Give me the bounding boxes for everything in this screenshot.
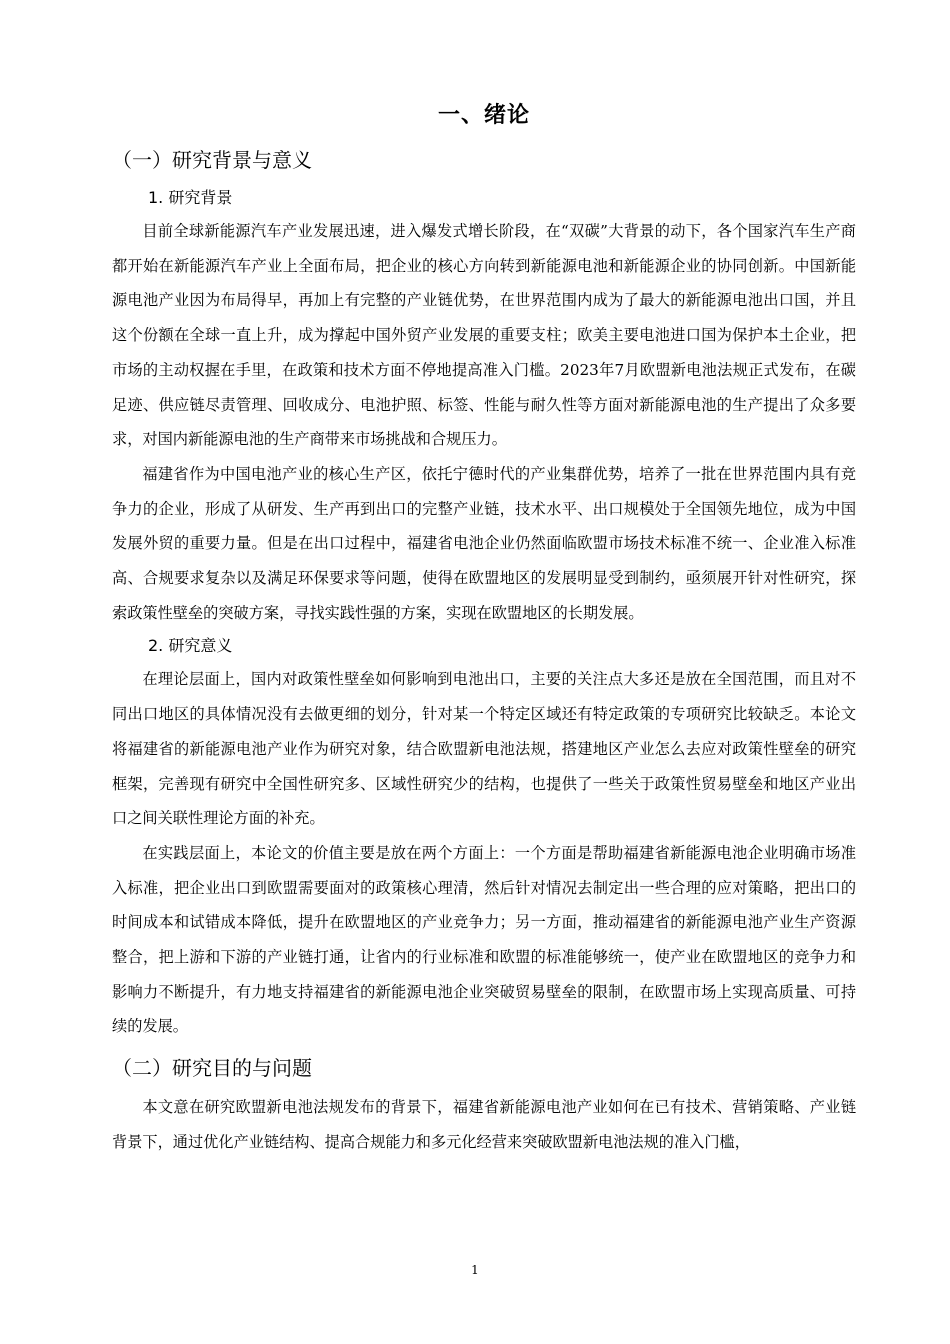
page-content [112,96,856,1160]
subsection-heading-research-significance: 2. 研究意义 [148,636,233,656]
paragraph: 福建省作为中国电池产业的核心生产区，依托宁德时代的产业集群优势，培养了一批在世界范围内具有竞争力的企业，形成了从研发、生产再到出口的完整产业链，技术水平、出口规模处于全国领先地位，成为中国发展外贸的重要力量。但是在出口过程中，福建省电池企业仍然面临欧盟市场技术标准不统一、企业准入标准高、合规要求复杂以及满足环保要求等问题，使得在欧盟地区的发展明显受到制约，亟须展开针对性研究，探索政策性壁垒的突破方案，寻找实践性强的方案，实现在欧盟地区的长期发展。 [112,464,856,622]
paragraph: 在实践层面上，本论文的价值主要是放在两个方面上：一个方面是帮助福建省新能源电池企业明确市场准入标准，把企业出口到欧盟需要面对的政策核心理清，然后针对情况去制定出一些合理的应对策略，把出口的时间成本和试错成本降低，提升在欧盟地区的产业竞争力；另一方面，推动福建省的新能源电池产业生产资源整合，把上游和下游的产业链打通，让省内的行业标准和欧盟的标准能够统一，使产业在欧盟地区的竞争力和影响力不断提升，有力地支持福建省的新能源电池企业突破贸易壁垒的限制，在欧盟市场上实现高质量、可持续的发展。 [112,843,856,1036]
paragraph: 目前全球新能源汽车产业发展迅速，进入爆发式增长阶段，在“双碳”大背景的动下，各个国家汽车生产商都开始在新能源汽车产业上全面布局，把企业的核心方向转到新能源电池和新能源企业的协同创新。中国新能源电池产业因为布局得早，再加上有完整的产业链优势，在世界范围内成为了最大的新能源电池出口国，并且这个份额在全球一直上升，成为撑起中国外贸产业发展的重要支柱；欧美主要电池进口国为保护本土企业，把市场的主动权握在手里，在政策和技术方面不停地提高准入门槛。2023年7月欧盟新电池法规正式发布，在碳足迹、供应链尽责管理、回收成分、电池护照、标签、性能与耐久性等方面对新能源电池的生产提出了众多要求，对国内新能源电池的生产商带来市场挑战和合规压力。 [112,222,856,449]
page-number: 1 [471,1263,479,1277]
paragraph: 在理论层面上，国内对政策性壁垒如何影响到电池出口，主要的关注点大多还是放在全国范围，而且对不同出口地区的具体情况没有去做更细的划分，针对某一个特定区域还有特定政策的专项研究比较缺乏。本论文将福建省的新能源电池产业作为研究对象，结合欧盟新电池法规，搭建地区产业怎么去应对政策性壁垒的研究框架，完善现有研究中全国性研究多、区域性研究少的结构，也提供了一些关于政策性贸易壁垒和地区产业出口之间关联性理论方面的补充。 [112,670,856,828]
paragraph: 本文意在研究欧盟新电池法规发布的背景下，福建省新能源电池产业如何在已有技术、营销策略、产业链背景下，通过优化产业链结构、提高合规能力和多元化经营来突破欧盟新电池法规的准入门槛， [112,1098,856,1151]
subsection-heading-research-background: 1. 研究背景 [148,188,233,207]
section-heading-background: （一）研究背景与意义 [112,148,312,172]
section-heading-purpose: （二）研究目的与问题 [112,1056,312,1081]
chapter-title: 一、绪论 [437,103,530,128]
